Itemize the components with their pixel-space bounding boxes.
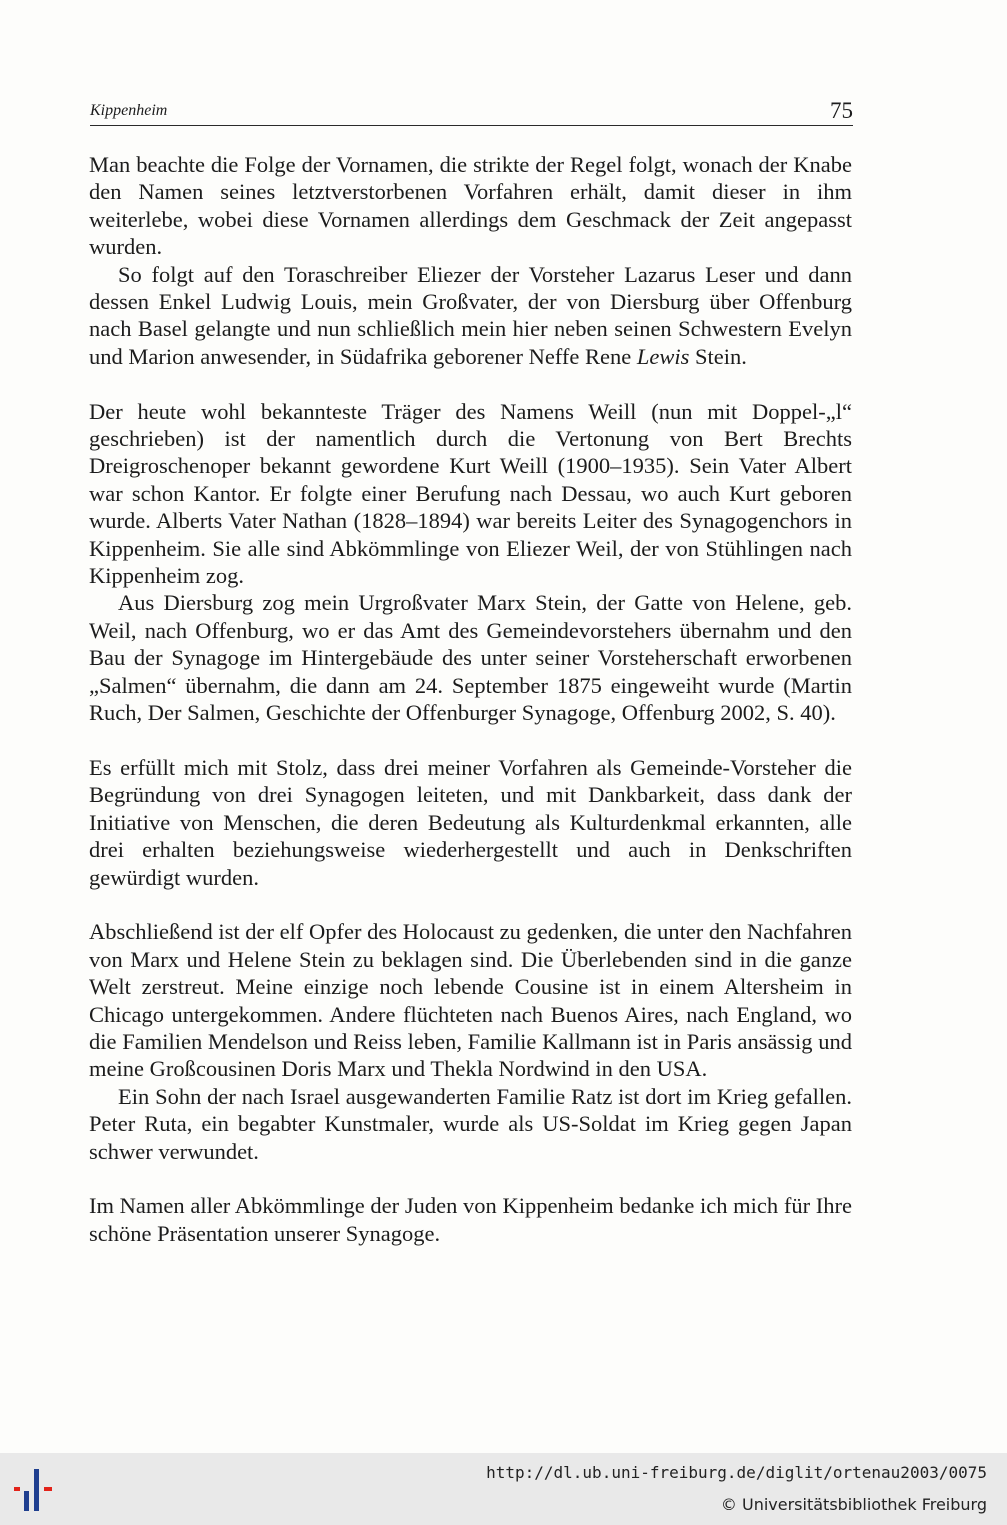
paragraph-3: Der heute wohl bekannteste Träger des Namens Weill (nun mit Doppel-„l“ geschrieben) ist der namentlich durch die Vertonung von Bert Brechts Dreigroschenoper bekannt gewordene Kurt Weill (1900–1935). Sein Vater Albert war schon Kantor. Er folgte einer Berufung nach Dessau, wo auch Kurt geboren wurde. Alberts Vater Nathan (1828–1894) war bereits Leiter des Synagogenchors in Kippenheim. Sie alle sind Abkömmlinge von Eliezer Weil, der von Stühlingen nach Kippenheim zog. <box>89 398 852 589</box>
logo-red-bar-right <box>44 1487 52 1491</box>
paragraph-2-text: So folgt auf den Toraschreiber Eliezer der Vorsteher Lazarus Leser und dann dessen Enkel Ludwig Louis, mein Großvater, der von Diersburg über Offenburg nach Basel gelangte und nun schließlich mein hier neben seinen Schwestern Evelyn und Marion anwesender, in Südafrika geborener Neffe Rene <box>89 261 852 369</box>
paragraph-7: Ein Sohn der nach Israel ausgewanderten Familie Ratz ist dort im Krieg gefallen. Peter Ruta, ein begabter Kunstmaler, wurde als US-Soldat im Krieg gegen Japan schwer verwundet. <box>89 1083 852 1164</box>
paragraph-1: Man beachte die Folge der Vornamen, die strikte der Regel folgt, wonach der Knabe den Namen seines letztverstorbenen Vorfahren erhält, damit dieser in ihm weiterlebe, wobei diese Vornamen allerdings dem Geschmack der Zeit angepasst wurden. <box>89 152 852 260</box>
paragraph-2-end: Stein. <box>689 343 747 369</box>
body-text <box>89 151 852 1247</box>
paragraph-6: Abschließend ist der elf Opfer des Holocaust zu gedenken, die unter den Nachfahren von Marx und Helene Stein zu beklagen sind. Die Überlebenden sind in die ganze Welt zerstreut. Meine einzige noch lebende Cousine ist in einem Altersheim in Chicago untergekommen. Andere flüchteten nach Buenos Aires, nach England, wo die Familien Mendelson und Reiss leben, Familie Kallmann ist in Paris ansässig und meine Großcousinen Doris Marx und Thekla Nordwind in den USA. <box>89 919 852 1082</box>
footer-copyright: © Universitätsbibliothek Freiburg <box>720 1495 987 1514</box>
paragraph-8: Im Namen aller Abkömmlinge der Juden von Kippenheim bedanke ich mich für Ihre schöne Präsentation unserer Synagoge. <box>89 1193 852 1246</box>
running-head: Kippenheim <box>90 102 168 119</box>
logo-blue-bar-1 <box>24 1491 29 1511</box>
page-number: 75 <box>830 98 853 123</box>
logo-red-bar-left <box>14 1487 20 1491</box>
paragraph-4: Aus Diersburg zog mein Urgroßvater Marx Stein, der Gatte von Helene, geb. Weil, nach Offenburg, wo er das Amt des Gemeindevorstehers übernahm und den Bau der Synagoge im Hintergebäude des unter seiner Vorsteherschaft erworbenen „Salmen“ übernahm, die dann am 24. September 1875 eingeweiht wurde (Martin Ruch, Der Salmen, Geschichte der Offenburger Synagoge, Offenburg 2002, S. 40). <box>89 590 852 726</box>
paragraph-2-italic-name: Lewis <box>636 343 690 369</box>
logo-blue-bar-2 <box>34 1469 39 1511</box>
paragraph-5: Es erfüllt mich mit Stolz, dass drei meiner Vorfahren als Gemeinde-Vorsteher die Begründung von drei Synagogen leiteten, und mit Dankbarkeit, dass dank der Initiative von Menschen, die deren Bedeutung als Kulturdenkmal erkannten, alle drei erhalten beziehungsweise wiederhergestellt und auch in Denkschriften gewürdigt wurden. <box>89 754 852 890</box>
footer-url-link[interactable]: http://dl.ub.uni-freiburg.de/diglit/ortenau2003/0075 <box>486 1463 987 1482</box>
library-footer <box>0 1453 1007 1525</box>
page-header <box>90 94 853 126</box>
ub-freiburg-logo-icon[interactable] <box>12 1465 64 1513</box>
paragraph-2 <box>89 261 852 371</box>
